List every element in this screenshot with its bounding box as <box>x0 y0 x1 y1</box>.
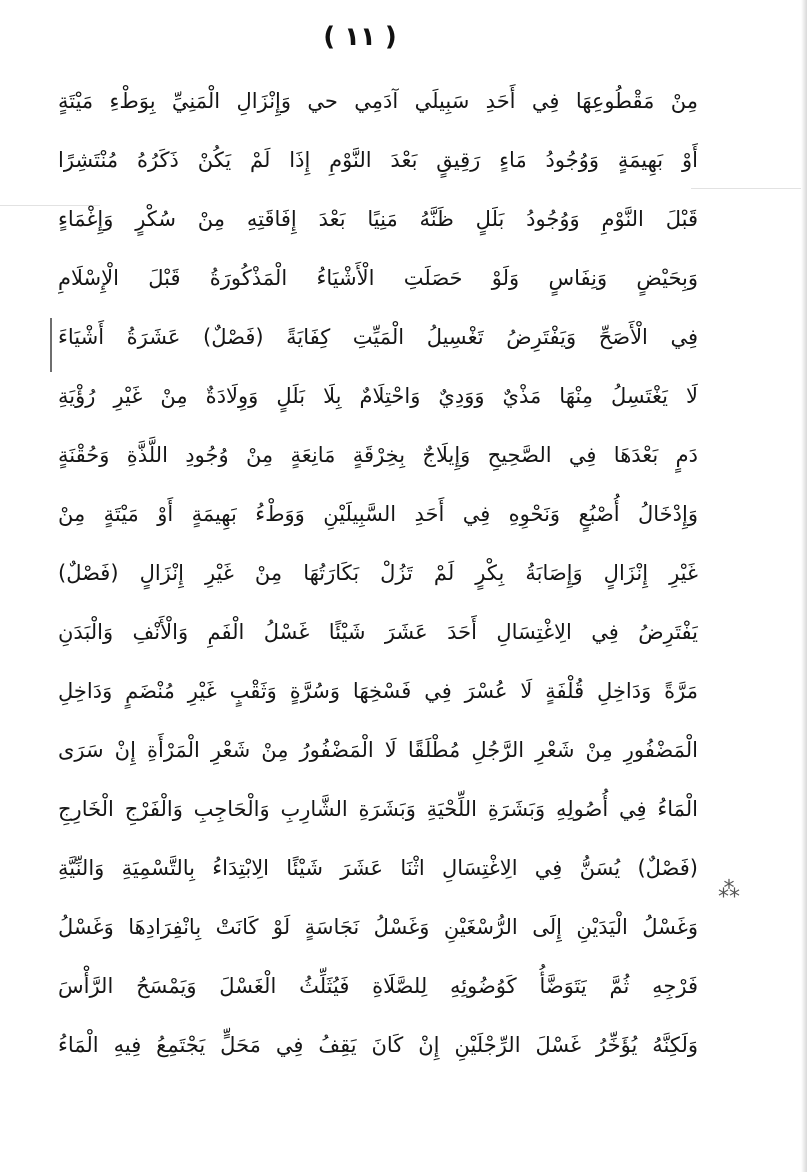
page-number: ( ١١ ) <box>323 22 397 52</box>
text-line: لَا يَغْتَسِلُ مِنْهَا مَذْيٌ وَوَدِيٌ وَاحْتِلَامٌ بِلَا بَلَلٍ وَوِلَادَةٌ مِنْ غَيْرِ رُؤْيَةِ <box>58 384 698 408</box>
paper-fold-mark-right <box>691 188 801 189</box>
text-line: فَرْجِهِ ثُمَّ يَتَوَضَّأُ كَوُضُوئِهِ لِلصَّلَاةِ فَيُثَلِّثُ الْغَسْلَ وَيَمْسَحُ الرَّأْسَ <box>58 974 698 998</box>
text-line: أَوْ بَهِيمَةٍ وَوُجُودُ مَاءٍ رَقِيقٍ بَعْدَ النَّوْمِ إِذَا لَمْ يَكُنْ ذَكَرُهُ مُنْتَشِرًا <box>58 148 698 172</box>
text-line: غَيْرِ إِنْزَالٍ وَإِصَابَةُ بِكْرٍ لَمْ تَزُلْ بَكَارَتُهَا مِنْ غَيْرِ إِنْزَالٍ (فَصْلٌ) <box>58 561 698 585</box>
text-line: وَلَكِنَّهُ يُؤَخِّرُ غَسْلَ الرِّجْلَيْنِ إِنْ كَانَ يَقِفُ فِي مَحَلٍّ يَجْتَمِعُ فِيهِ الْمَاءُ <box>58 1033 698 1057</box>
text-line: دَمٍ بَعْدَهَا فِي الصَّحِيحِ وَإِيلَاجٌ بِخِرْقَةٍ مَانِعَةٍ مِنْ وُجُودِ اللَّذَّةِ وَحُقْنَةٍ <box>58 443 698 467</box>
text-line: يَفْتَرِضُ فِي الِاغْتِسَالِ أَحَدَ عَشَرَ شَيْئًا غَسْلُ الْفَمِ وَالْأَنْفِ وَالْبَدَنِ <box>58 620 698 644</box>
text-line: الْمَاءُ فِي أُصُولِهِ وَبَشَرَةِ اللِّحْيَةِ وَبَشَرَةِ الشَّارِبِ وَالْحَاجِبِ وَالْفَرْجِ الْخَارِجِ <box>58 797 698 821</box>
text-line: وَغَسْلُ الْيَدَيْنِ إِلَى الرُّسْغَيْنِ وَغَسْلُ نَجَاسَةٍ لَوْ كَانَتْ بِانْفِرَادِهَا وَغَسْلُ <box>58 915 698 939</box>
text-line: وَبِحَيْضٍ وَنِفَاسٍ وَلَوْ حَصَلَتِ الْأَشْيَاءُ الْمَذْكُورَةُ قَبْلَ الْإِسْلَامِ <box>58 266 698 290</box>
text-line: (فَصْلٌ) يُسَنُّ فِي الِاغْتِسَالِ اثْنَا عَشَرَ شَيْئًا الِابْتِدَاءُ بِالتَّسْمِيَةِ وَالنِّيَّةِ <box>58 856 698 880</box>
text-line: فِي الْأَصَحِّ وَيَفْتَرِضُ تَغْسِيلُ الْمَيِّتِ كِفَايَةً (فَصْلٌ) عَشَرَةُ أَشْيَاءَ <box>58 325 698 349</box>
text-line: الْمَضْفُورِ مِنْ شَعْرِ الرَّجُلِ مُطْلَقًا لَا الْمَضْفُورُ مِنْ شَعْرِ الْمَرْأَةِ إِنْ سَرَى <box>58 738 698 762</box>
text-line: وَإِدْخَالُ أُصْبُعٍ وَنَحْوِهِ فِي أَحَدِ السَّبِيلَيْنِ وَوَطْءُ بَهِيمَةٍ أَوْ مَيْتَةٍ مِنْ <box>58 502 698 526</box>
page-edge-shadow <box>801 0 807 1172</box>
text-line: مَرَّةً وَدَاخِلِ قُلْفَةٍ لَا عُسْرَ فِي فَسْخِهَا وَسُرَّةٍ وَثَقْبٍ غَيْرِ مُنْضَمٍ وَدَاخِلِ <box>58 679 698 703</box>
body-text <box>58 72 698 1075</box>
text-line: مِنْ مَقْطُوعِهَا فِي أَحَدِ سَبِيلَي آدَمِي حي وَإِنْزَالِ الْمَنِيِّ بِوَطْءِ مَيْتَةٍ <box>58 89 698 113</box>
margin-bracket-mark <box>50 318 52 372</box>
margin-ink-mark: ⁂ <box>718 878 740 903</box>
text-line: قَبْلَ النَّوْمِ وَوُجُودُ بَلَلٍ ظَنَّهُ مَنِيًا بَعْدَ إِفَاقَتِهِ مِنْ سُكْرٍ وَإِغْمَاءٍ <box>58 207 698 231</box>
